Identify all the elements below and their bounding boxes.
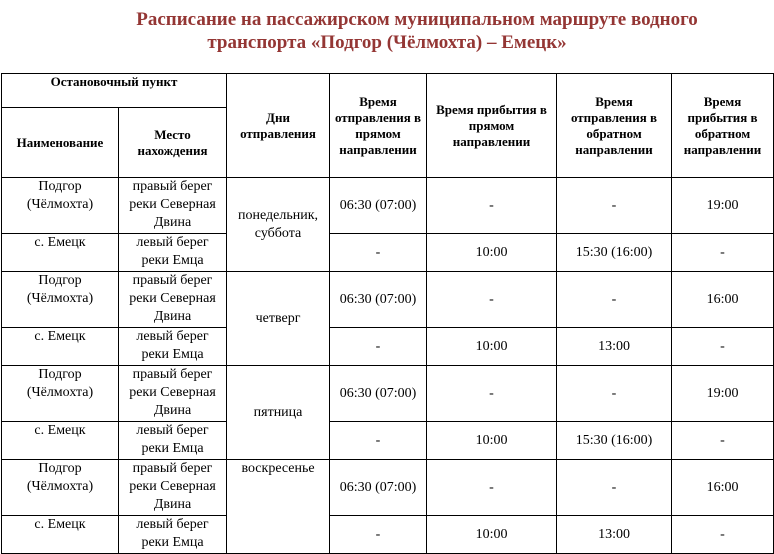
dep-reverse: - [557, 272, 672, 328]
dep-reverse: 13:00 [557, 516, 672, 554]
dep-reverse: - [557, 366, 672, 422]
header-location: Место нахождения [119, 108, 227, 178]
stop-name: Подгор (Чёлмохта) [2, 178, 119, 234]
stop-name: с. Емецк [2, 422, 119, 460]
arr-forward: 10:00 [427, 234, 557, 272]
header-stop-point: Остановочный пункт [2, 74, 227, 108]
stop-location: левый берег реки Емца [119, 328, 227, 366]
arr-reverse: - [672, 516, 774, 554]
table-row [2, 178, 774, 234]
stop-location: правый берег реки Северная Двина [119, 460, 227, 516]
table-row [2, 516, 774, 554]
stop-name: Подгор (Чёлмохта) [2, 460, 119, 516]
stop-location: правый берег реки Северная Двина [119, 178, 227, 234]
arr-forward: - [427, 272, 557, 328]
arr-reverse: 19:00 [672, 178, 774, 234]
title-line-2: транспорта «Подгор (Чёлмохта) – Емецк» [207, 32, 567, 53]
table-row [2, 328, 774, 366]
stop-name: с. Емецк [2, 234, 119, 272]
header-arr-forward: Время прибытия в прямом направлении [427, 74, 557, 178]
table-row [2, 366, 774, 422]
dep-forward: 06:30 (07:00) [330, 460, 427, 516]
dep-forward: - [330, 328, 427, 366]
arr-reverse: - [672, 234, 774, 272]
dep-reverse: 15:30 (16:00) [557, 422, 672, 460]
table-row [2, 272, 774, 328]
dep-forward: - [330, 422, 427, 460]
dep-forward: 06:30 (07:00) [330, 366, 427, 422]
stop-location: левый берег реки Емца [119, 516, 227, 554]
stop-location: левый берег реки Емца [119, 422, 227, 460]
dep-reverse: 15:30 (16:00) [557, 234, 672, 272]
arr-forward: - [427, 460, 557, 516]
title-line-1: Расписание на пассажирском муниципальном маршруте водного [136, 9, 698, 30]
arr-reverse: 19:00 [672, 366, 774, 422]
stop-name: с. Емецк [2, 328, 119, 366]
page-title [0, 8, 774, 54]
dep-reverse: - [557, 460, 672, 516]
arr-reverse: - [672, 328, 774, 366]
header-dep-reverse: Время отправления в обратном направлении [557, 74, 672, 178]
arr-reverse: 16:00 [672, 272, 774, 328]
stop-location: правый берег реки Северная Двина [119, 272, 227, 328]
dep-forward: 06:30 (07:00) [330, 272, 427, 328]
departure-days: пятница [227, 366, 330, 460]
stop-name: с. Емецк [2, 516, 119, 554]
dep-reverse: 13:00 [557, 328, 672, 366]
table-row [2, 460, 774, 516]
stop-name: Подгор (Чёлмохта) [2, 366, 119, 422]
header-name: Наименование [2, 108, 119, 178]
schedule-table [1, 73, 774, 554]
arr-forward: 10:00 [427, 516, 557, 554]
departure-days: понедельник, суббота [227, 178, 330, 272]
dep-forward: - [330, 234, 427, 272]
stop-name: Подгор (Чёлмохта) [2, 272, 119, 328]
table-row [2, 234, 774, 272]
header-days: Дни отправления [227, 74, 330, 178]
stop-location: правый берег реки Северная Двина [119, 366, 227, 422]
arr-reverse: 16:00 [672, 460, 774, 516]
dep-forward: - [330, 516, 427, 554]
arr-forward: - [427, 178, 557, 234]
header-arr-reverse: Время прибытия в обратном направлении [672, 74, 774, 178]
dep-forward: 06:30 (07:00) [330, 178, 427, 234]
dep-reverse: - [557, 178, 672, 234]
arr-reverse: - [672, 422, 774, 460]
stop-location: левый берег реки Емца [119, 234, 227, 272]
arr-forward: 10:00 [427, 328, 557, 366]
table-row [2, 422, 774, 460]
departure-days: четверг [227, 272, 330, 366]
header-dep-forward: Время отправления в прямом направлении [330, 74, 427, 178]
departure-days: воскресенье [227, 460, 330, 554]
arr-forward: 10:00 [427, 422, 557, 460]
arr-forward: - [427, 366, 557, 422]
